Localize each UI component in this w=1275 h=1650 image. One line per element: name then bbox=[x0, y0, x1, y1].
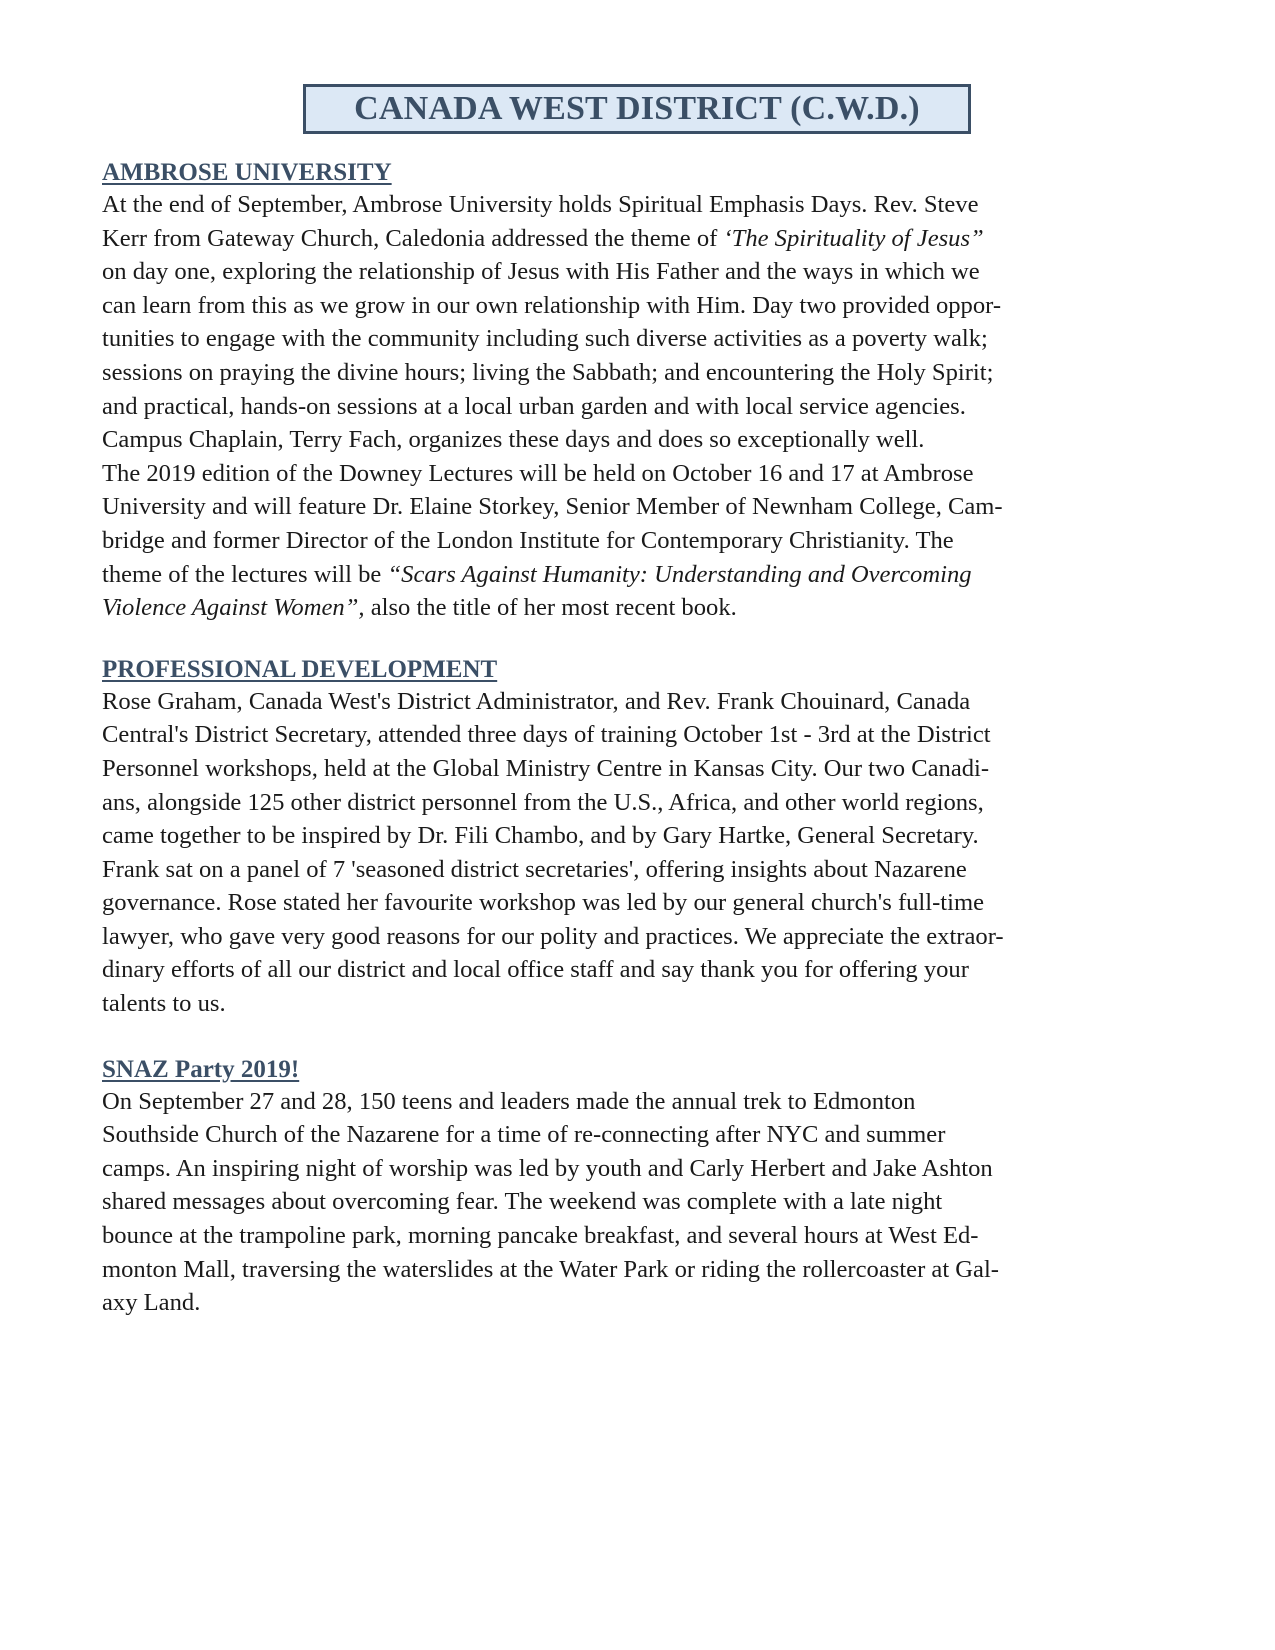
section-body bbox=[102, 188, 1182, 625]
text-line: tunities to engage with the community including such diverse activities as a poverty walk; bbox=[102, 325, 988, 353]
emphasis-text: Violence Against Women”, bbox=[102, 594, 365, 622]
page-title: CANADA WEST DISTRICT (C.W.D.) bbox=[354, 90, 920, 127]
text-line: University and will feature Dr. Elaine Storkey, Senior Member of Newnham College, Cam- bbox=[102, 493, 1003, 521]
text-line: can learn from this as we grow in our own relationship with Him. Day two provided oppor- bbox=[102, 291, 1002, 319]
section-body bbox=[102, 685, 1182, 1021]
section-body bbox=[102, 1085, 1182, 1320]
text-line: sessions on praying the divine hours; living the Sabbath; and encountering the Holy Spirit; bbox=[102, 358, 994, 386]
section-ambrose-university bbox=[102, 158, 1182, 625]
text-line: axy Land. bbox=[102, 1289, 201, 1317]
section-heading: PROFESSIONAL DEVELOPMENT bbox=[102, 655, 498, 683]
article-body bbox=[102, 158, 1182, 1320]
text-line: Campus Chaplain, Terry Fach, organizes these days and does so exceptionally well. bbox=[102, 426, 925, 454]
page-title-box bbox=[303, 84, 971, 134]
emphasis-text: “Scars Against Humanity: Understanding and Overcoming bbox=[387, 560, 972, 588]
text-line: dinary efforts of all our district and local office staff and say thank you for offering your bbox=[102, 956, 969, 984]
section-snaz-party bbox=[102, 1055, 1182, 1320]
text-line: camps. An inspiring night of worship was led by youth and Carly Herbert and Jake Ashton bbox=[102, 1154, 993, 1182]
section-professional-development bbox=[102, 655, 1182, 1021]
text-line: Southside Church of the Nazarene for a time of re-connecting after NYC and summer bbox=[102, 1121, 946, 1149]
text-line: talents to us. bbox=[102, 990, 226, 1018]
text-line: Violence Against Women”, also the title of her most recent book. bbox=[102, 594, 737, 622]
section-spacer bbox=[102, 1021, 1182, 1055]
text-line: theme of the lectures will be “Scars Against Humanity: Understanding and Overcoming bbox=[102, 560, 972, 588]
text-line: At the end of September, Ambrose University holds Spiritual Emphasis Days. Rev. Steve bbox=[102, 191, 979, 218]
text-line: monton Mall, traversing the waterslides at the Water Park or riding the rollercoaster at Gal- bbox=[102, 1255, 999, 1283]
text-line: on day one, exploring the relationship of Jesus with His Father and the ways in which we bbox=[102, 258, 980, 286]
text-line: The 2019 edition of the Downey Lectures will be held on October 16 and 17 at Ambrose bbox=[102, 459, 974, 487]
text-line: shared messages about overcoming fear. The weekend was complete with a late night bbox=[102, 1188, 943, 1216]
text-line: ans, alongside 125 other district personnel from the U.S., Africa, and other world regions, bbox=[102, 788, 984, 816]
text-line: Kerr from Gateway Church, Caledonia addressed the theme of ‘The Spirituality of Jesus” bbox=[102, 224, 984, 252]
text-line: Central's District Secretary, attended three days of training October 1st - 3rd at the District bbox=[102, 721, 991, 749]
text-line: governance. Rose stated her favourite workshop was led by our general church's full-time bbox=[102, 889, 985, 917]
text-line: lawyer, who gave very good reasons for our polity and practices. We appreciate the extraor- bbox=[102, 922, 1004, 950]
text-line: bridge and former Director of the London Institute for Contemporary Christianity. The bbox=[102, 526, 954, 554]
emphasis-text: ‘The Spirituality of Jesus” bbox=[723, 224, 984, 252]
text-line: and practical, hands-on sessions at a local urban garden and with local service agencies. bbox=[102, 392, 966, 420]
text-line: Frank sat on a panel of 7 'seasoned district secretaries', offering insights about Nazarene bbox=[102, 855, 967, 883]
text-line: On September 27 and 28, 150 teens and leaders made the annual trek to Edmonton bbox=[102, 1087, 916, 1115]
text-line: Rose Graham, Canada West's District Administrator, and Rev. Frank Chouinard, Canada bbox=[102, 687, 971, 715]
section-spacer bbox=[102, 625, 1182, 655]
section-heading: AMBROSE UNIVERSITY bbox=[102, 159, 392, 186]
text-line: Personnel workshops, held at the Global Ministry Centre in Kansas City. Our two Canadi- bbox=[102, 754, 990, 782]
text-line: came together to be inspired by Dr. Fili Chambo, and by Gary Hartke, General Secretary. bbox=[102, 822, 979, 850]
text-line: bounce at the trampoline park, morning pancake breakfast, and several hours at West Ed- bbox=[102, 1222, 979, 1250]
section-heading: SNAZ Party 2019! bbox=[102, 1055, 300, 1083]
